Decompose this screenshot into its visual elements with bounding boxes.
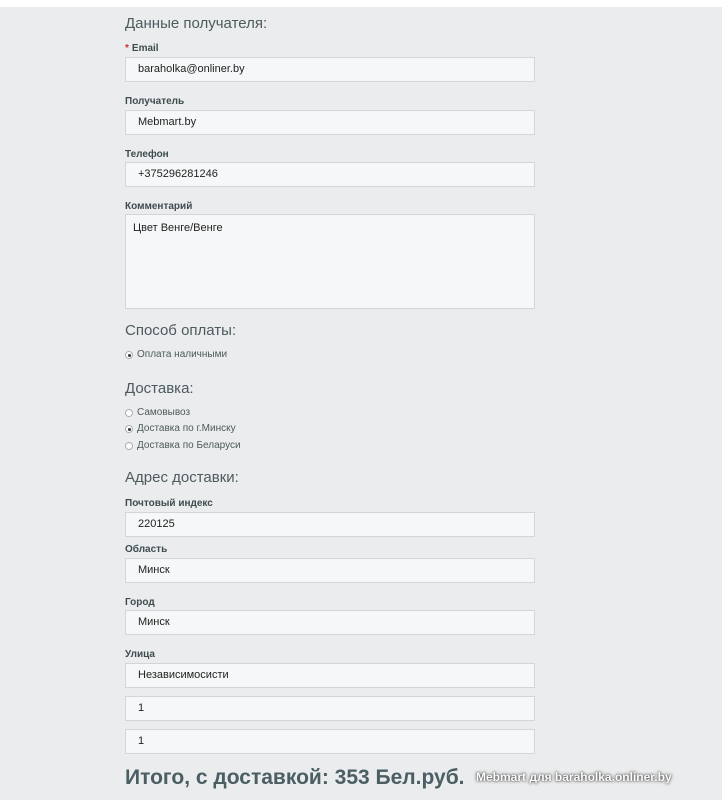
required-mark: * bbox=[125, 43, 129, 54]
street-field[interactable]: Независимосисти bbox=[125, 663, 535, 688]
payment-option-label: Оплата наличными bbox=[137, 349, 228, 360]
recipient-name-label: Получатель bbox=[125, 96, 185, 107]
delivery-option-pickup[interactable] bbox=[125, 406, 190, 420]
house-field[interactable]: 1 bbox=[125, 696, 535, 721]
postal-code-field[interactable]: 220125 bbox=[125, 512, 535, 537]
radio-unchecked-icon[interactable] bbox=[125, 442, 133, 450]
order-total: Итого, с доставкой: 353 Бел.руб. bbox=[125, 766, 465, 789]
city-label: Город bbox=[125, 597, 155, 608]
radio-checked-icon[interactable] bbox=[125, 425, 133, 433]
footer-watermark: Mebmart для baraholka.onliner.by bbox=[476, 770, 672, 784]
delivery-option-label: Доставка по г.Минску bbox=[137, 423, 236, 434]
apartment-field[interactable]: 1 bbox=[125, 729, 535, 754]
delivery-option-label: Самовывоз bbox=[137, 407, 191, 418]
radio-checked-icon[interactable] bbox=[125, 351, 133, 359]
comment-textarea[interactable]: Цвет Венге/Венге bbox=[125, 214, 535, 309]
city-field[interactable]: Минск bbox=[125, 610, 535, 635]
email-label bbox=[125, 43, 159, 55]
street-label: Улица bbox=[125, 649, 155, 660]
email-label-text: Email bbox=[131, 43, 159, 54]
radio-unchecked-icon[interactable] bbox=[125, 409, 133, 417]
region-field[interactable]: Минск bbox=[125, 558, 535, 583]
payment-section-title: Способ оплаты: bbox=[125, 322, 237, 339]
delivery-option-belarus[interactable] bbox=[125, 439, 241, 453]
email-field[interactable]: baraholka@onliner.by bbox=[125, 57, 535, 82]
address-section-title: Адрес доставки: bbox=[125, 469, 239, 486]
delivery-option-minsk[interactable] bbox=[125, 422, 236, 436]
comment-label: Комментарий bbox=[125, 201, 193, 212]
payment-option-cash[interactable] bbox=[125, 348, 227, 362]
postal-code-label: Почтовый индекс bbox=[125, 498, 213, 509]
delivery-option-label: Доставка по Беларуси bbox=[137, 440, 241, 451]
phone-label: Телефон bbox=[125, 149, 169, 160]
phone-field[interactable]: +375296281246 bbox=[125, 162, 535, 187]
recipient-name-field[interactable]: Mebmart.by bbox=[125, 110, 535, 135]
delivery-section-title: Доставка: bbox=[125, 380, 194, 397]
recipient-section-title: Данные получателя: bbox=[125, 15, 268, 32]
region-label: Область bbox=[125, 544, 168, 555]
